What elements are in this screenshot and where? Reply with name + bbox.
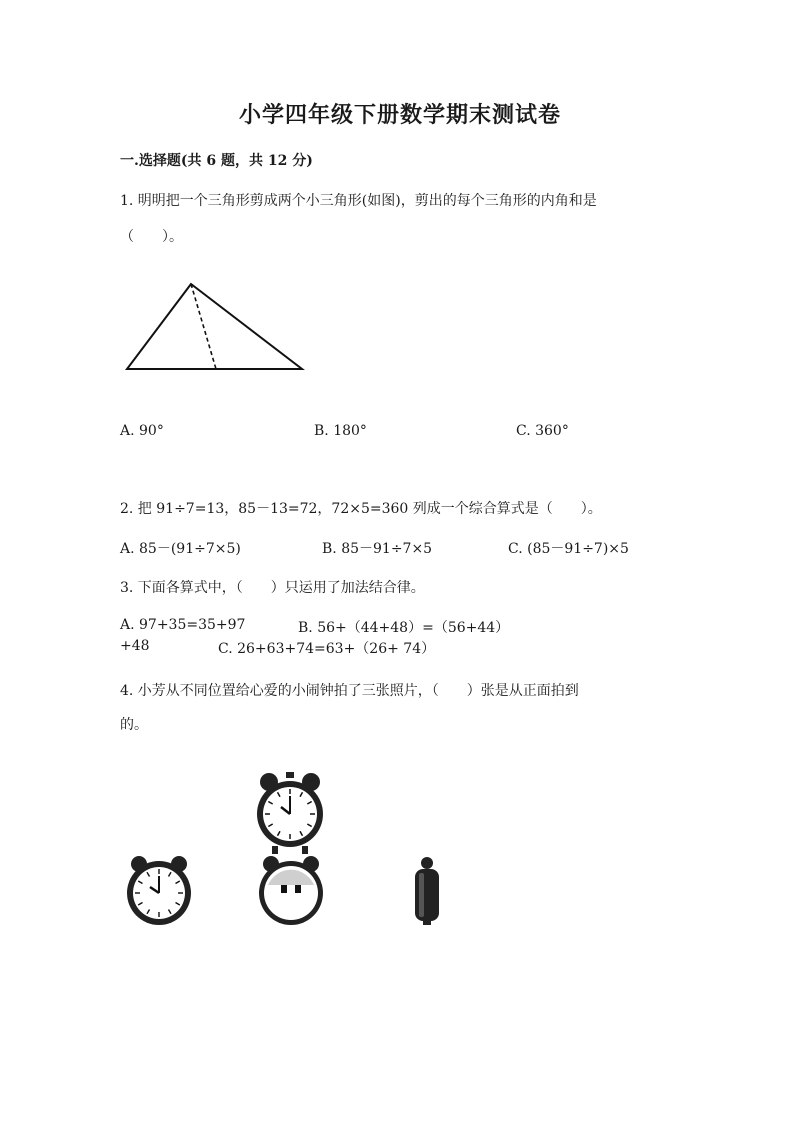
question-4-text-end: 的。 [120,717,148,733]
question-3-text: 3. 下面各算式中，（ ）只运用了加法结合律。 [120,580,425,596]
q2-option-b: B. 85－91÷7×5 [322,541,433,557]
alarm-clock-front-left-icon [124,855,194,927]
q3-option-a: A. 97+35=35+97 [120,617,246,633]
question-2-text: 2. 把 91÷7=13，85－13=72，72×5=360 列成一个综合算式是（ ）。 [120,501,602,517]
triangle-outline [127,284,302,369]
q3-option-b-continued: +48 [120,638,150,654]
alarm-clock-front-top-icon [252,770,328,856]
question-4-text: 4. 小芳从不同位置给心爱的小闹钟拍了三张照片，（ ）张是从正面拍到 [120,683,579,699]
cut-line-dashed [191,284,216,369]
q2-option-a: A. 85－(91÷7×5) [120,541,241,557]
alarm-clock-side-icon [412,855,442,927]
q3-option-c: C. 26+63+74=63+（26+ 74） [218,641,436,657]
q2-option-c: C. (85－91÷7)×5 [508,541,629,557]
q1-option-c: C. 360° [516,423,569,439]
q1-option-b: B. 180° [314,423,367,439]
alarm-clock-back-icon [256,855,326,927]
question-1-text: 1. 明明把一个三角形剪成两个小三角形(如图)，剪出的每个三角形的内角和是 [120,193,597,209]
triangle-figure [120,280,320,380]
q1-option-a: A. 90° [120,423,164,439]
page-title: 小学四年级下册数学期末测试卷 [238,102,561,128]
question-1-blank: （ ）。 [120,229,183,245]
section-heading: 一.选择题(共 6 题，共 12 分) [120,153,313,169]
q3-option-b: B. 56+（44+48）=（56+44） [298,620,510,636]
